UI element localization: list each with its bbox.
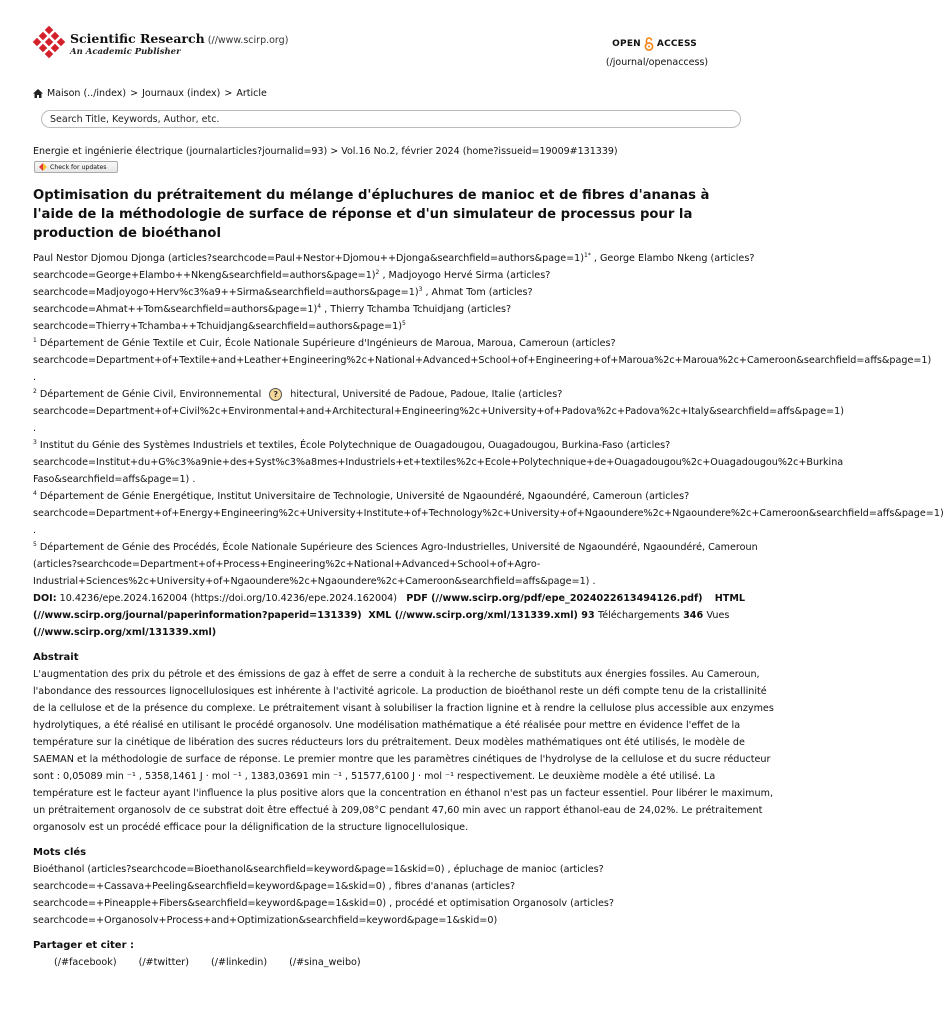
affiliation-num: 5 — [33, 540, 37, 548]
authors — [33, 250, 755, 335]
keywords-list — [33, 861, 745, 929]
author-line[interactable] — [33, 284, 745, 301]
affiliation-line: . — [33, 372, 37, 383]
brand-name[interactable]: Scientific Research — [70, 31, 205, 46]
share-twitter-link[interactable]: (/#twitter) — [138, 957, 189, 968]
open-access-right: ACCESS — [656, 39, 697, 49]
abstract-line: l'abondance des ressources lignocellulosiques est inhérente à l'activité agricole. La production de bioéthanol reste un défi compte tenu de la cristallinité — [33, 686, 767, 697]
abstract-line: hydrolytiques, a été réalisé en utilisant le procédé organosolv. Une modélisation mathématique a été réalisée pour mettre en évidence l'effet de la — [33, 720, 741, 731]
abstract-line: SAEMAN et la méthodologie de surface de réponse. Le premier montre que les paramètres cinétiques de l'hydrolyse de la cellulose et du sucre réducteur — [33, 754, 771, 765]
author-link[interactable]: , George Elambo Nkeng (articles? — [593, 253, 755, 264]
affiliation-line[interactable] — [33, 437, 745, 454]
open-access-left: OPEN — [612, 39, 641, 49]
affiliation-line[interactable]: searchcode=Department+of+Textile+and+Leather+Engineering%2c+National+Advanced+School+of+Engineering+of+Maroua%2c+Maroua%2c+Cameroon&searchfield=affs&page=1) — [33, 355, 932, 366]
page — [33, 0, 944, 968]
author-sup: 3 — [418, 285, 423, 293]
affiliation-line[interactable] — [33, 386, 745, 403]
xml-link[interactable]: XML (//www.scirp.org/xml/131339.xml) — [368, 610, 578, 621]
article-body — [33, 250, 944, 971]
brand-url[interactable]: (//www.scirp.org) — [207, 35, 289, 46]
check-for-updates-button[interactable] — [34, 161, 118, 173]
site-header — [33, 0, 745, 78]
affiliation-line[interactable] — [33, 488, 745, 505]
doi-line — [33, 607, 745, 624]
xml-link-2[interactable]: (//www.scirp.org/xml/131339.xml) — [33, 627, 217, 638]
abstract-line: température sur la cinétique de libération des sucres réducteurs lors du prétraitement. Deux modèles mathématiques ont été utilisés, le modèle de — [33, 737, 745, 748]
author-sup: 2 — [375, 268, 380, 276]
affiliation-4 — [33, 488, 944, 539]
home-icon[interactable] — [33, 89, 43, 98]
views-label: Vues — [706, 610, 730, 621]
open-access[interactable] — [605, 37, 709, 68]
share-heading: Partager et citer : — [33, 940, 134, 951]
keyword-line[interactable]: searchcode=+Cassava+Peeling&searchfield=keyword&page=1&skid=0) , fibres d'ananas (articles? — [33, 881, 516, 892]
author-sup: 5 — [402, 319, 406, 327]
affiliation-num: 3 — [33, 438, 37, 446]
author-link[interactable]: , Madjoyogo Hervé Sirma (articles? — [382, 270, 551, 281]
author-link[interactable]: searchcode=Madjoyogo+Herv%c3%a9++Sirma&searchfield=authors&page=1) — [33, 287, 419, 298]
doi-line — [33, 590, 745, 607]
breadcrumb-article: Article — [236, 88, 267, 99]
share-links — [33, 954, 745, 971]
abstract-line: de la cellulose et de la présence du complexe. Le prétraitement visant à solubiliser la fraction lignine et à rendre la cellulose plus accessible aux enzymes — [33, 703, 774, 714]
breadcrumb-separator: > — [224, 88, 233, 99]
affiliation-line[interactable]: Faso&searchfield=affs&page=1) . — [33, 474, 196, 485]
help-icon[interactable]: ? — [269, 388, 282, 401]
affiliation-num: 4 — [33, 489, 37, 497]
affiliation-3 — [33, 437, 844, 488]
abstract-line: sont : 0,05089 min ⁻¹ , 5358,1461 J · mol ⁻¹ , 1383,03691 min ⁻¹ , 51577,6100 J · mol ⁻¹ respectivement. Le deuxième modèle a été utilisé. La — [33, 771, 716, 782]
share-facebook-link[interactable]: (/#facebook) — [54, 957, 117, 968]
keyword-line[interactable]: Bioéthanol (articles?searchcode=Bioethanol&searchfield=keyword&page=1&skid=0) , épluchage de manioc (articles? — [33, 864, 604, 875]
breadcrumb — [33, 88, 267, 99]
breadcrumb-journals[interactable]: Journaux (index) — [142, 88, 221, 99]
abstract-line: L'augmentation des prix du pétrole et des émissions de gaz à effet de serre a conduit à la recherche de substituts aux énergies fossiles. Au Cameroun, — [33, 669, 760, 680]
scientific-research-logo-icon[interactable] — [33, 26, 65, 58]
brand[interactable] — [70, 31, 288, 57]
keywords-heading: Mots clés — [33, 847, 87, 858]
doi-link[interactable]: 10.4236/epe.2024.162004 (https://doi.org/10.4236/epe.2024.162004) — [59, 593, 398, 604]
doi-block — [33, 590, 745, 641]
author-link[interactable]: , Ahmat Tom (articles? — [425, 287, 533, 298]
author-link[interactable]: searchcode=Ahmat++Tom&searchfield=authors&page=1) — [33, 304, 318, 315]
html-link[interactable]: (//www.scirp.org/journal/paperinformation?paperid=131339) — [33, 610, 362, 621]
affiliation-num: 1 — [33, 336, 37, 344]
affiliation-line[interactable]: (articles?searchcode=Department+of+Process+Engineering%2c+National+Advanced+School+of+Agro- — [33, 559, 541, 570]
affiliation-line[interactable]: searchcode=Institut+du+G%c3%a9nie+des+Syst%c3%a8mes+Industriels+et+textiles%2c+Ecole+Polytechnique+de+Ouagadougou%2c+Ouagadougou%2c+Burkina — [33, 457, 844, 468]
affiliation-text[interactable]: hitectural, Université de Padoue, Padoue, Italie (articles? — [290, 389, 563, 400]
affiliation-line[interactable] — [33, 335, 745, 352]
affiliation-line[interactable]: searchcode=Department+of+Civil%2c+Environmental+and+Architectural+Engineering%2c+University+of+Padova%2c+Padova%2c+Italy&searchfield=affs&page=1) — [33, 406, 844, 417]
search-input[interactable] — [41, 110, 741, 128]
author-sup: 4 — [317, 302, 322, 310]
author-link[interactable]: , Thierry Tchamba Tchuidjang (articles? — [324, 304, 512, 315]
brand-tagline: An Academic Publisher — [70, 47, 181, 57]
downloads-count: 93 — [581, 610, 595, 621]
breadcrumb-separator: > — [130, 88, 139, 99]
article-title: Optimisation du prétraitement du mélange d'épluchures de manioc et de fibres d'ananas à l'aide de la méthodologie de surface de réponse et d'un simulateur de processus pour la production de bioéthanol — [33, 188, 710, 241]
html-label[interactable]: HTML — [714, 593, 745, 604]
affiliation-text[interactable]: Institut du Génie des Systèmes Industriels et textiles, École Polytechnique de Ouagadougou, Ouagadougou, Burkina-Faso (articles? — [39, 440, 671, 451]
doi-label: DOI: — [33, 593, 57, 604]
author-line[interactable] — [33, 250, 755, 267]
author-sup: 1* — [584, 251, 591, 259]
affiliation-line: . — [33, 423, 37, 434]
open-lock-icon — [644, 37, 654, 51]
author-line[interactable] — [33, 301, 745, 318]
author-link[interactable]: searchcode=Thierry+Tchamba++Tchuidjang&searchfield=authors&page=1) — [33, 321, 403, 332]
abstract-line: un prétraitement organosolv de ce substrat doit être effectué à 209,08°C pendant 47,60 min avec un rapport éthanol-eau de 24,02%. Le prétraitement — [33, 805, 763, 816]
share-weibo-link[interactable]: (/#sina_weibo) — [289, 957, 361, 968]
author-link[interactable]: searchcode=George+Elambo++Nkeng&searchfield=authors&page=1) — [33, 270, 376, 281]
keyword-line[interactable]: searchcode=+Organosolv+Process+and+Optimization&searchfield=keyword&page=1&skid=0) — [33, 915, 498, 926]
share-linkedin-link[interactable]: (/#linkedin) — [210, 957, 268, 968]
affiliation-line[interactable]: Industrial+Sciences%2c+University+of+Ngaoundere%2c+Ngaoundere%2c+Cameroon&searchfield=affs&page=1) . — [33, 576, 596, 587]
keyword-line[interactable]: searchcode=+Pineapple+Fibers&searchfield=keyword&page=1&skid=0) , procédé et optimisation Organosolv (articles? — [33, 898, 615, 909]
abstract-heading: Abstrait — [33, 652, 79, 663]
affiliation-num: 2 — [33, 387, 37, 395]
author-line[interactable] — [33, 318, 745, 335]
affiliation-2 — [33, 386, 844, 437]
affiliation-line: . — [33, 525, 37, 536]
author-line[interactable] — [33, 267, 745, 284]
affiliation-text[interactable]: Département de Génie Textile et Cuir, École Nationale Supérieure d'Ingénieurs de Maroua, Maroua, Cameroun (articles? — [39, 338, 616, 349]
affiliation-5 — [33, 539, 758, 590]
affiliation-1 — [33, 335, 932, 386]
author-link[interactable]: Paul Nestor Djomou Djonga (articles?searchcode=Paul+Nestor+Djomou++Djonga&searchfield=authors&page=1) — [33, 253, 584, 264]
abstract-line: température est le facteur ayant l'influence la plus positive alors que la concentration en éthanol n'est pas un facteur essentiel. Pour libérer le maximum, — [33, 788, 774, 799]
affiliation-text[interactable]: Département de Génie des Procédés, École Nationale Supérieure des Sciences Agro-Industrielles, Université de Ngaoundéré, Ngaoundéré, Cameroun — [39, 542, 758, 553]
affiliation-text[interactable]: Département de Génie Energétique, Institut Universitaire de Technologie, Université de Ngaoundéré, Ngaoundéré, Cameroun (articles? — [39, 491, 690, 502]
check-for-updates-label: Check for updates — [50, 163, 107, 171]
abstract-text — [33, 666, 774, 836]
downloads-label: Téléchargements — [597, 610, 680, 621]
check-updates-icon — [39, 163, 47, 171]
breadcrumb-home[interactable]: Maison (../index) — [47, 88, 127, 99]
open-access-link[interactable]: (/journal/openaccess) — [605, 57, 709, 68]
abstract-line: organosolv est un procédé efficace pour la délignification de la structure lignocellulosique. — [33, 822, 469, 833]
journal-issue-line[interactable]: Energie et ingénierie électrique (journalarticles?journalid=93) > Vol.16 No.2, février 2024 (home?issueid=19009#131339) — [33, 146, 618, 157]
affiliation-line[interactable] — [33, 539, 758, 556]
affiliation-text[interactable]: Département de Génie Civil, Environnemental — [39, 389, 262, 400]
pdf-link[interactable]: PDF (//www.scirp.org/pdf/epe_2024022613494126.pdf) — [406, 593, 703, 604]
views-count: 346 — [683, 610, 704, 621]
affiliation-line[interactable]: searchcode=Department+of+Energy+Engineering%2c+University+Institute+of+Technology%2c+University+of+Ngaoundere%2c+Ngaoundere%2c+Cameroon&searchfield=affs&page=1) — [33, 508, 944, 519]
